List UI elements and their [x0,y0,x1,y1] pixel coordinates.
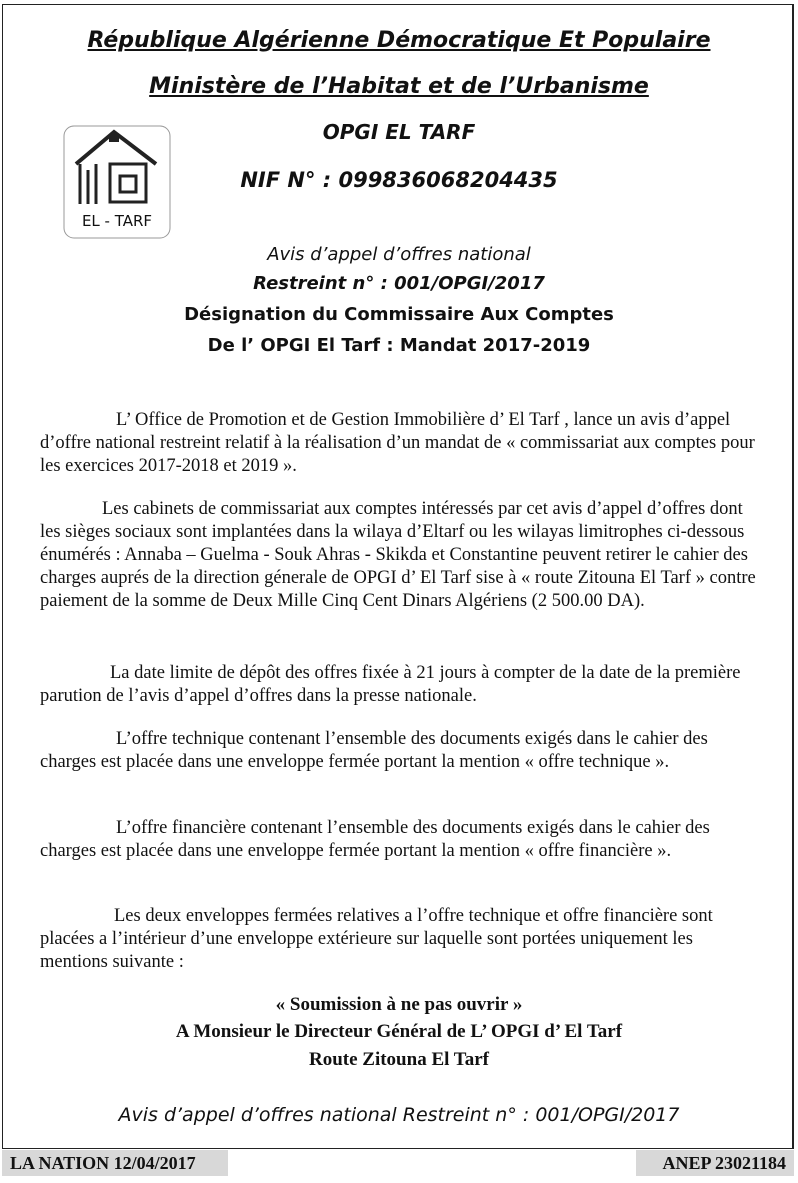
title-line-4: De l’ OPGI El Tarf : Mandat 2017-2019 [207,335,591,356]
logo-text: EL - TARF [81,212,153,230]
paragraph-deadline: La date limite de dépôt des offres fixée à 21 jours à compter de la date de la première parution de l’avis d’appel d’offres dans la presse nationale. [40,663,741,706]
paragraph-financial-offer: L’offre financière contenant l’ensemble des documents exigés dans le cahier des charges est placée dans une enveloppe fermée portant la mention « offre financière ». [40,818,710,861]
envelope-line-3: Route Zitouna El Tarf [308,1049,489,1070]
republic-heading: République Algérienne Démocratique Et Populaire [87,28,711,53]
anep-stamp: ANEP 23021184 [636,1150,794,1176]
title-line-2: Restreint n° : 001/OPGI/2017 [253,273,545,294]
house-logo-icon [62,124,172,240]
paragraph-eligibility: Les cabinets de commissariat aux comptes intéressés par cet avis d’appel d’offres dont les sièges sociaux sont implantées dans la wilaya d’Eltarf ou les wilayas limitrophes ci-dessous énumérés : Annaba – Guelma - Souk Ahras - Skikda et Constantine peuvent retirer le cahier des charges auprés de la direction génerale de OPGI d’ El Tarf sise à « route Zitouna El Tarf » contre paiement de la somme de Deux Mille Cinq Cent Dinars Algériens (2 500.00 DA). [40,499,756,611]
envelope-line-2: A Monsieur le Directeur Général de L’ OPGI d’ El Tarf [175,1021,623,1042]
footer-reference: Avis d’appel d’offres national Restreint n° : 001/OPGI/2017 [118,1104,680,1126]
paragraph-announcement: L’ Office de Promotion et de Gestion Immobilière d’ El Tarf , lance un avis d’appel d’offre national restreint relatif à la réalisation d’un mandat de « commissariat aux comptes pour les exercices 2017-2018 et 2019 ». [40,410,755,476]
title-line-3: Désignation du Commissaire Aux Comptes [184,304,614,325]
organization-name: OPGI EL TARF [322,120,476,144]
paragraph-technical-offer: L’offre technique contenant l’ensemble des documents exigés dans le cahier des charges est placée dans une enveloppe fermée portant la mention « offre technique ». [40,729,708,772]
paragraph-envelopes: Les deux enveloppes fermées relatives a l’offre technique et offre financière sont placées a l’intérieur d’une enveloppe extérieure sur laquelle sont portées uniquement les mentions suivante : [40,906,713,972]
title-line-1: Avis d’appel d’offres national [267,244,531,265]
envelope-line-1: « Soumission à ne pas ouvrir » [275,994,523,1015]
ministry-heading: Ministère de l’Habitat et de l’Urbanisme [149,74,649,99]
newspaper-stamp: LA NATION 12/04/2017 [2,1150,228,1176]
nif-number: NIF N° : 099836068204435 [240,168,558,192]
